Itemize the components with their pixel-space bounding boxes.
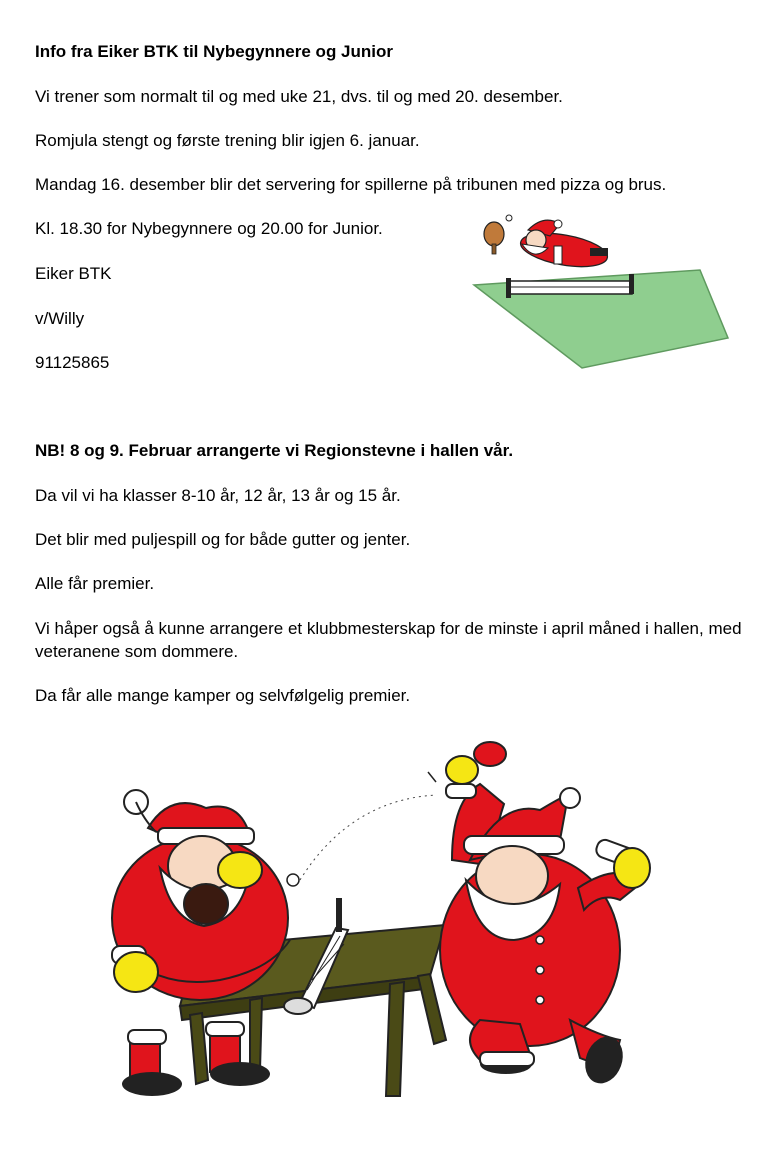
flying-santa <box>518 220 610 272</box>
club-championship-text: Vi håper også å kunne arrangere et klubbmesterskap for de minste i april måned i hallen, med veteranene som dommere. <box>35 619 742 661</box>
training-schedule-text: Vi trener som normalt til og med uke 21, dvs. til og med 20. desember. <box>35 87 563 106</box>
right-santa-glove <box>614 848 650 888</box>
left-santa-paddle <box>184 884 228 924</box>
right-santa <box>440 742 650 1089</box>
serving-times-text: Kl. 18.30 for Nybegynnere og 20.00 for Junior. <box>35 219 383 238</box>
small-paddle <box>484 222 504 254</box>
contact-person-text: v/Willy <box>35 309 85 328</box>
santa-table-tennis-small-illustration <box>470 210 730 375</box>
net-post-right <box>629 274 634 294</box>
two-santas-table-tennis-illustration <box>100 740 660 1105</box>
many-matches-text: Da får alle mange kamper og selvfølgelig premier. <box>35 686 411 705</box>
prizes-text: Alle får premier. <box>35 574 155 593</box>
heading-regionstevne: NB! 8 og 9. Februar arrangerte vi Regionstevne i hallen vår. <box>35 441 514 460</box>
right-santa-glove-up <box>446 756 478 784</box>
christmas-break-text: Romjula stengt og første trening blir igjen 6. januar. <box>35 131 420 150</box>
classes-text: Da vil vi ha klasser 8-10 år, 12 år, 13 år og 15 år. <box>35 486 401 505</box>
small-ball <box>506 215 512 221</box>
net-post-left <box>506 278 511 298</box>
heading-info: Info fra Eiker BTK til Nybegynnere og Junior <box>35 42 393 61</box>
club-name-text: Eiker BTK <box>35 264 112 283</box>
left-santa-glove <box>218 852 262 888</box>
phone-number-text: 91125865 <box>35 353 110 372</box>
pool-play-text: Det blir med puljespill og for både gutter og jenter. <box>35 530 411 549</box>
left-santa-glove-2 <box>114 952 158 992</box>
ping-pong-ball <box>287 874 299 886</box>
right-santa-paddle <box>474 742 506 766</box>
pizza-serving-text: Mandag 16. desember blir det servering for spillerne på tribunen med pizza og brus. <box>35 175 667 194</box>
